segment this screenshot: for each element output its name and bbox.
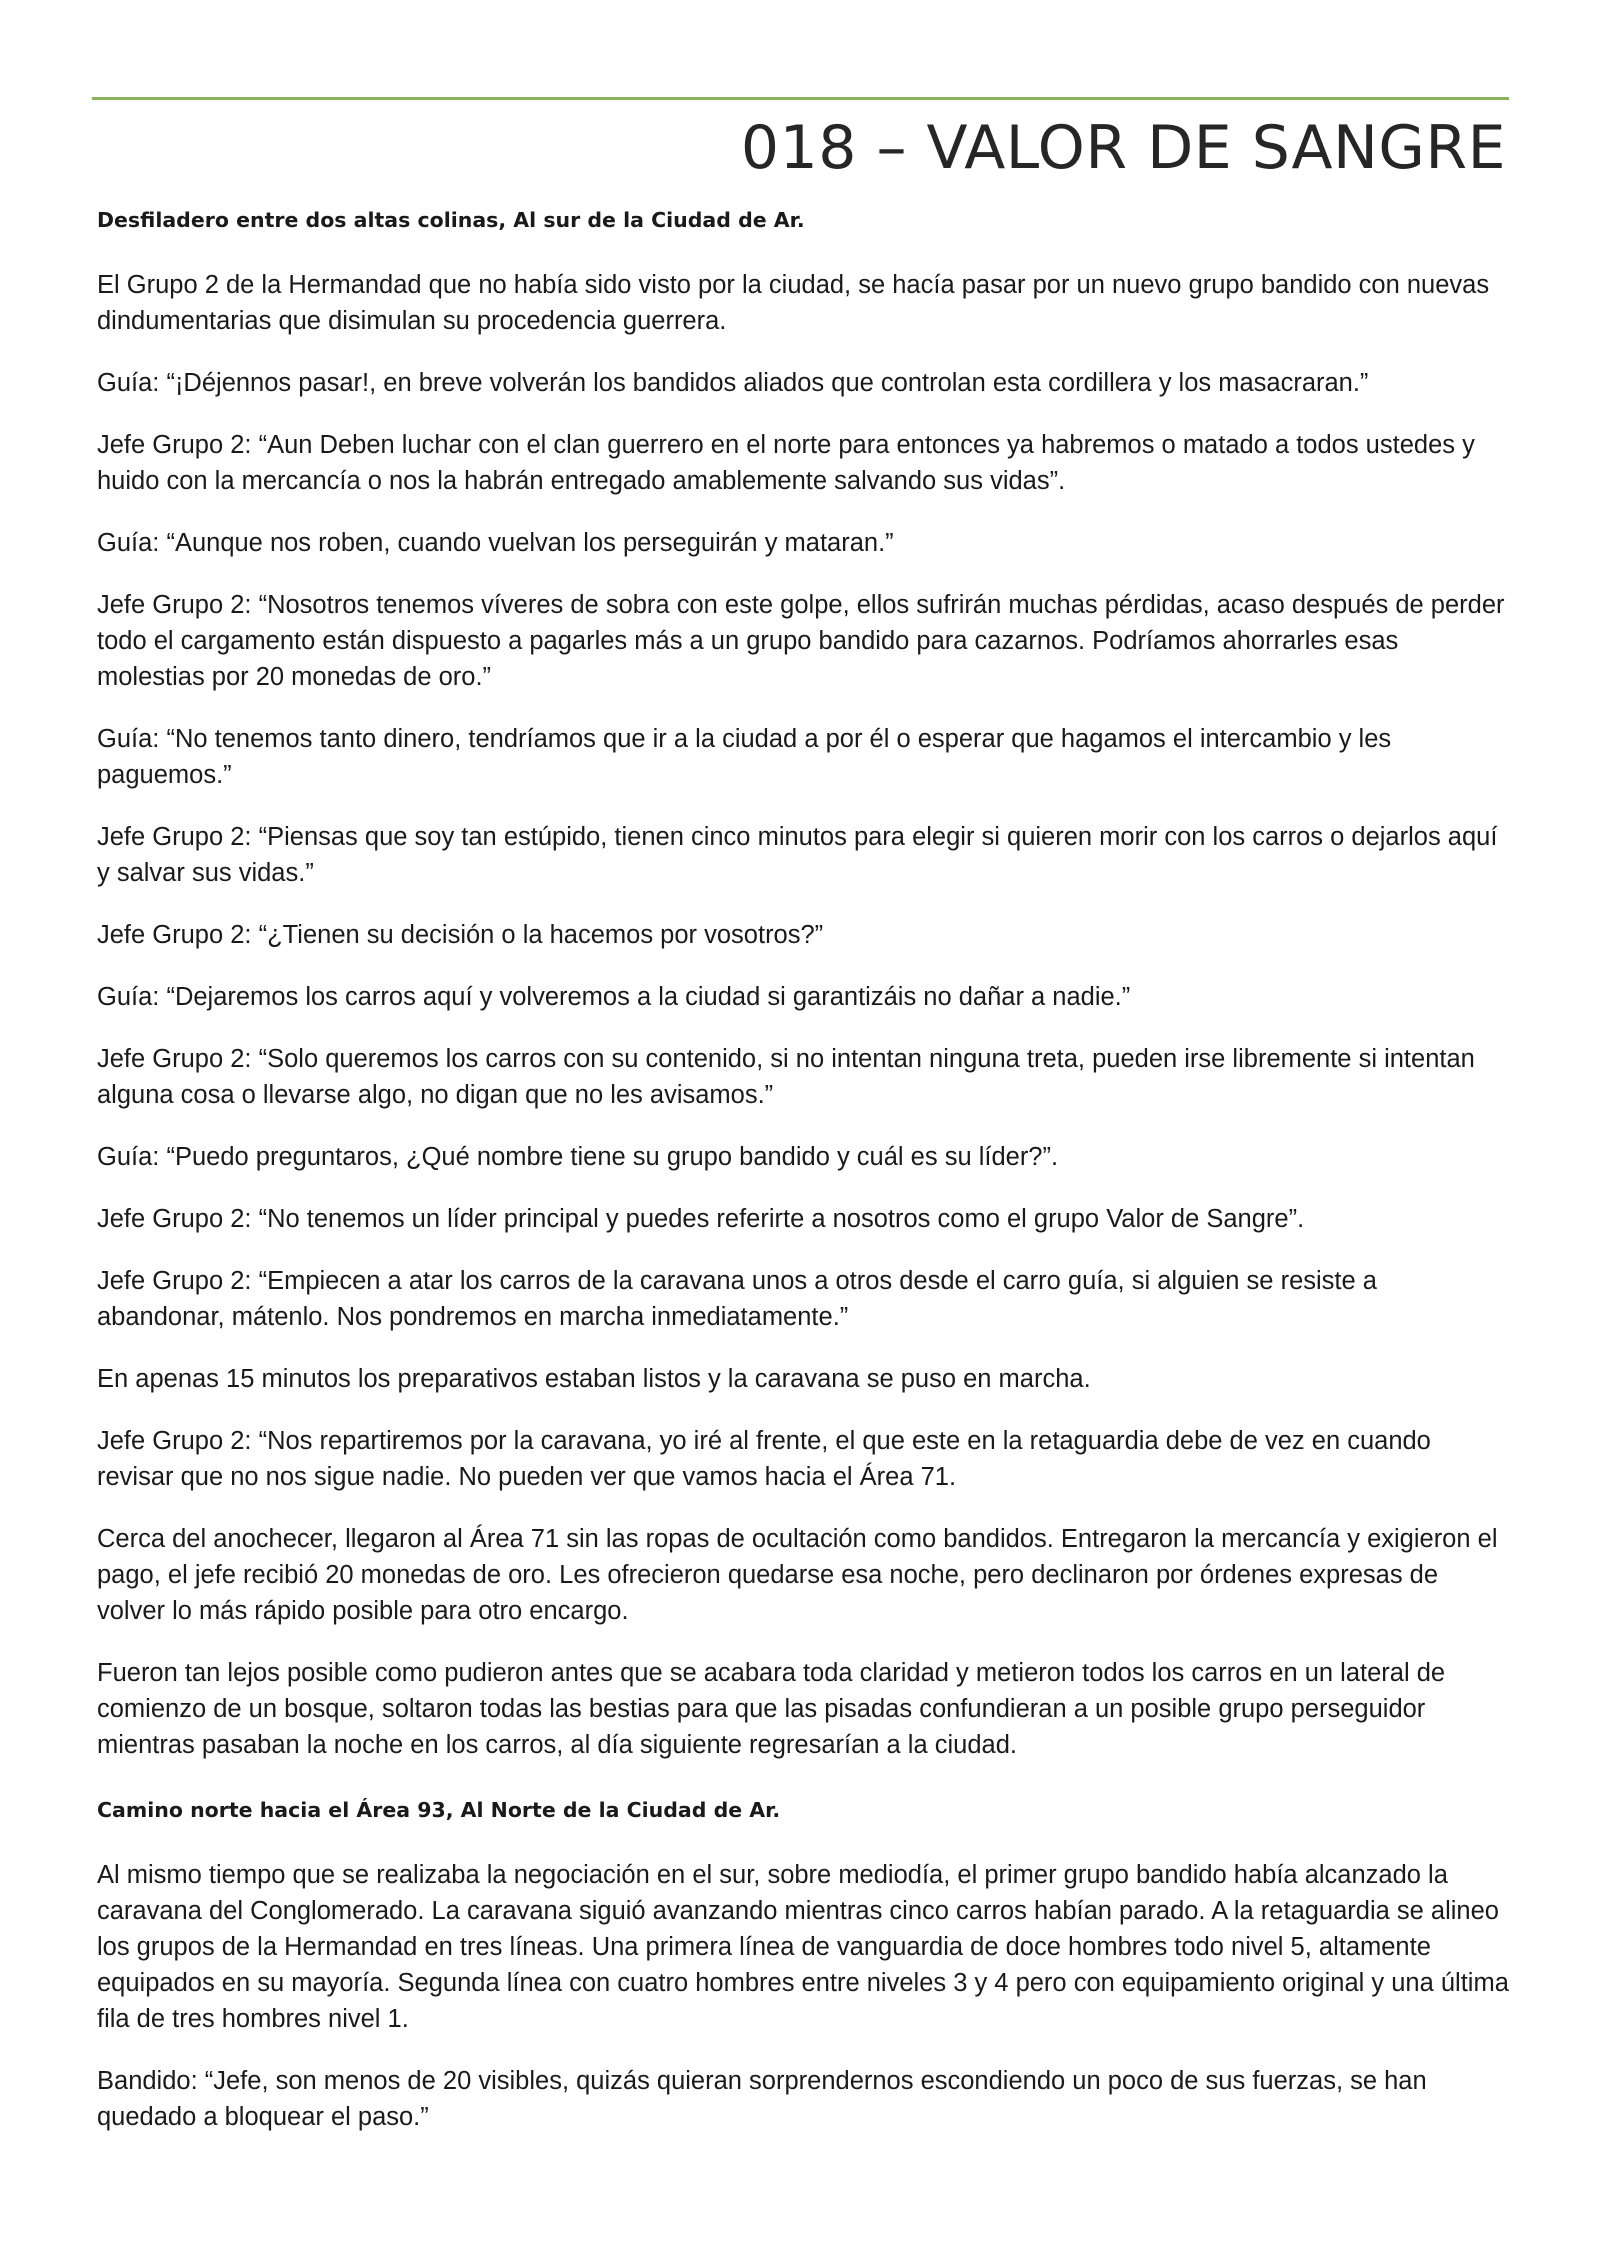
paragraph: Jefe Grupo 2: “Aun Deben luchar con el clan guerrero en el norte para entonces ya habremos o matado a todos ustedes y huido con la mercancía o nos la habrán entregado amablemente salvando sus vidas”. bbox=[97, 431, 1475, 495]
header-rule bbox=[92, 97, 1509, 100]
paragraph: Fueron tan lejos posible como pudieron antes que se acabara toda claridad y metieron todos los carros en un lateral de comienzo de un bosque, soltaron todas las bestias para que las pisadas confundieran a un posible grupo perseguidor mientras pasaban la noche en los carros, al día siguiente regresarían a la ciudad. bbox=[97, 1659, 1446, 1759]
paragraph: Bandido: “Jefe, son menos de 20 visibles, quizás quieran sorprendernos escondiendo un poco de sus fuerzas, se han quedado a bloquear el paso.” bbox=[97, 2067, 1427, 2131]
section-camino-norte bbox=[97, 1789, 1509, 2135]
paragraph: Guía: “Puedo preguntaros, ¿Qué nombre tiene su grupo bandido y cuál es su líder?”. bbox=[97, 1143, 1059, 1171]
paragraph: Jefe Grupo 2: “Solo queremos los carros con su contenido, si no intentan ninguna treta, pueden irse libremente si intentan alguna cosa o llevarse algo, no digan que no les avisamos.” bbox=[97, 1045, 1475, 1109]
section-desfiladero bbox=[97, 199, 1509, 1763]
paragraph: Guía: “Aunque nos roben, cuando vuelvan los perseguirán y mataran.” bbox=[97, 529, 894, 557]
document-body bbox=[97, 199, 1509, 2161]
paragraph: Al mismo tiempo que se realizaba la negociación en el sur, sobre mediodía, el primer grupo bandido había alcanzado la caravana del Conglomerado. La caravana siguió avanzando mientras cinco carros habían parado. A la retaguardia se alineo los grupos de la Hermandad en tres líneas. Una primera línea de vanguardia de doce hombres todo nivel 5, altamente equipados en su mayoría. Segunda línea con cuatro hombres entre niveles 3 y 4 pero con equipamiento original y una última fila de tres hombres nivel 1. bbox=[97, 1861, 1509, 2033]
paragraph: Cerca del anochecer, llegaron al Área 71 sin las ropas de ocultación como bandidos. Entregaron la mercancía y exigieron el pago, el jefe recibió 20 monedas de oro. Les ofrecieron quedarse esa noche, pero declinaron por órdenes expresas de volver lo más rápido posible para otro encargo. bbox=[97, 1525, 1498, 1625]
paragraph: Jefe Grupo 2: “Empiecen a atar los carros de la caravana unos a otros desde el carro guía, si alguien se resiste a abandonar, mátenlo. Nos pondremos en marcha inmediatamente.” bbox=[97, 1267, 1377, 1331]
scene-heading: Camino norte hacia el Área 93, Al Norte de la Ciudad de Ar. bbox=[97, 1798, 781, 1822]
paragraph: Jefe Grupo 2: “Piensas que soy tan estúpido, tienen cinco minutos para elegir si quieren morir con los carros o dejarlos aquí y salvar sus vidas.” bbox=[97, 823, 1498, 887]
paragraph: Jefe Grupo 2: “Nos repartiremos por la caravana, yo iré al frente, el que este en la retaguardia debe de vez en cuando revisar que no nos sigue nadie. No pueden ver que vamos hacia el Área 71. bbox=[97, 1427, 1431, 1491]
scene-heading: Desfiladero entre dos altas colinas, Al sur de la Ciudad de Ar. bbox=[97, 208, 805, 232]
paragraph: Jefe Grupo 2: “¿Tienen su decisión o la hacemos por vosotros?” bbox=[97, 921, 824, 949]
paragraph: Jefe Grupo 2: “Nosotros tenemos víveres de sobra con este golpe, ellos sufrirán muchas pérdidas, acaso después de perder todo el cargamento están dispuesto a pagarles más a un grupo bandido para cazarnos. Podríamos ahorrarles esas molestias por 20 monedas de oro.” bbox=[97, 591, 1505, 691]
paragraph: Guía: “No tenemos tanto dinero, tendríamos que ir a la ciudad a por él o esperar que hagamos el intercambio y les paguemos.” bbox=[97, 725, 1392, 789]
paragraph: En apenas 15 minutos los preparativos estaban listos y la caravana se puso en marcha. bbox=[97, 1365, 1091, 1393]
paragraph: El Grupo 2 de la Hermandad que no había sido visto por la ciudad, se hacía pasar por un nuevo grupo bandido con nuevas dindumentarias que disimulan su procedencia guerrera. bbox=[97, 271, 1490, 335]
paragraph: Jefe Grupo 2: “No tenemos un líder principal y puedes referirte a nosotros como el grupo Valor de Sangre”. bbox=[97, 1205, 1305, 1233]
paragraph: Guía: “Dejaremos los carros aquí y volveremos a la ciudad si garantizáis no dañar a nadie.” bbox=[97, 983, 1131, 1011]
paragraph: Guía: “¡Déjennos pasar!, en breve volverán los bandidos aliados que controlan esta cordillera y los masacraran.” bbox=[97, 369, 1369, 397]
chapter-title: 018 – VALOR DE SANGRE bbox=[740, 113, 1506, 183]
